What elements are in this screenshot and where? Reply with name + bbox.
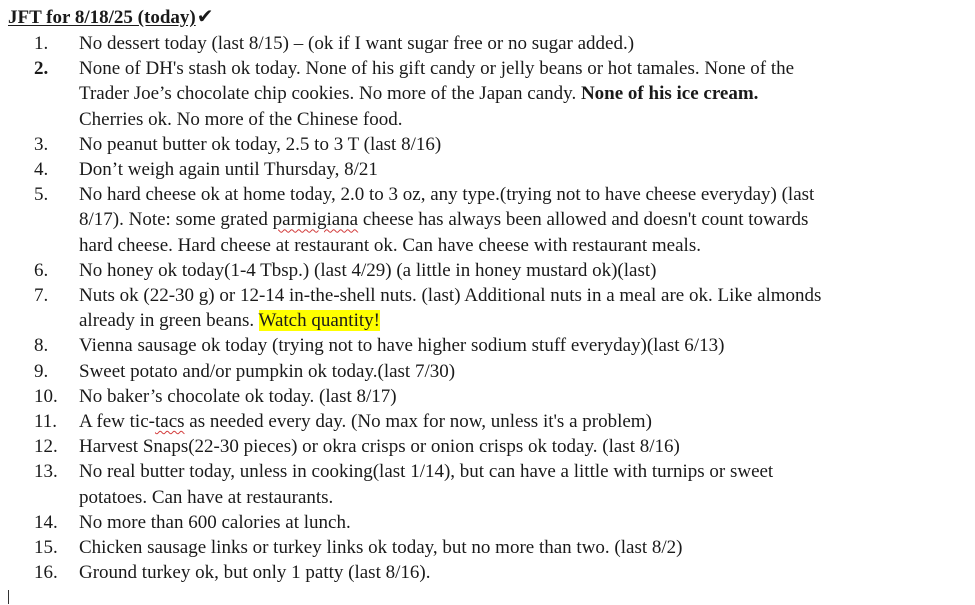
list-number: 10. <box>34 385 58 407</box>
list-item <box>8 333 968 358</box>
list-text: already in green beans. <box>79 310 259 332</box>
list-number: 5. <box>34 184 49 206</box>
list-number: 13. <box>34 461 58 483</box>
list-item <box>8 359 968 384</box>
list-number: 7. <box>34 285 49 307</box>
rules-list <box>8 31 968 585</box>
list-text: Sweet potato and/or pumpkin ok today.(last 7/30) <box>79 360 456 382</box>
highlighted-text: Watch quantity! <box>258 310 380 332</box>
list-number: 9. <box>34 360 49 382</box>
list-item <box>8 560 968 585</box>
list-item <box>8 31 968 56</box>
list-text: No more than 600 calories at lunch. <box>79 511 351 533</box>
list-item <box>8 510 968 535</box>
list-text: No baker’s chocolate ok today. (last 8/17) <box>79 385 397 407</box>
list-text: Ground turkey ok, but only 1 patty (last 8/16). <box>79 562 431 584</box>
list-number: 1. <box>34 33 49 54</box>
list-item <box>8 283 968 333</box>
list-text: No real butter today, unless in cooking(last 1/14), but can have a little with turnips or sweet <box>79 461 774 483</box>
list-text: No peanut butter ok today, 2.5 to 3 T (last 8/16) <box>79 133 442 155</box>
title-text: JFT for 8/18/25 (today) <box>8 7 196 28</box>
list-item <box>8 258 968 283</box>
spellcheck-word[interactable]: parmigiana <box>272 209 359 231</box>
list-text: Trader Joe’s chocolate chip cookies. No more of the Japan candy. <box>79 83 581 105</box>
list-text: Cherries ok. No more of the Chinese food. <box>79 108 403 130</box>
list-text: Don’t weigh again until Thursday, 8/21 <box>79 159 378 181</box>
list-text: No hard cheese ok at home today, 2.0 to 3 oz, any type.(trying not to have cheese everyday) (last <box>79 184 815 206</box>
list-text: No dessert today (last 8/15) – (ok if I want sugar free or no sugar added.) <box>79 33 635 54</box>
list-number: 8. <box>34 335 49 357</box>
list-item <box>8 56 968 132</box>
list-number: 14. <box>34 511 58 533</box>
list-item <box>8 459 968 509</box>
text-cursor <box>8 590 9 604</box>
list-text: None of DH's stash ok today. None of his gift candy or jelly beans or hot tamales. None of the <box>79 58 795 80</box>
list-item <box>8 384 968 409</box>
list-item <box>8 182 968 258</box>
document-page <box>8 5 968 585</box>
list-text: Vienna sausage ok today (trying not to have higher sodium stuff everyday)(last 6/13) <box>79 335 725 357</box>
list-text: hard cheese. Hard cheese at restaurant ok. Can have cheese with restaurant meals. <box>79 234 701 256</box>
checkmark-icon: ✔ <box>196 6 214 28</box>
bold-emphasis: None of his ice cream. <box>580 83 759 105</box>
list-number: 16. <box>34 562 58 584</box>
list-text: No honey ok today(1-4 Tbsp.) (last 4/29) (a little in honey mustard ok)(last) <box>79 259 657 281</box>
list-item <box>8 132 968 157</box>
list-number: 6. <box>34 259 49 281</box>
list-number: 11. <box>34 411 58 433</box>
list-number: 15. <box>34 537 58 559</box>
list-text: as needed every day. (No max for now, unless it's a problem) <box>184 411 652 433</box>
list-text: Harvest Snaps(22-30 pieces) or okra crisps or onion crisps ok today. (last 8/16) <box>79 436 680 458</box>
list-number: 3. <box>34 133 49 155</box>
list-item <box>8 157 968 182</box>
document-title <box>8 5 968 31</box>
list-text: Chicken sausage links or turkey links ok today, but no more than two. (last 8/2) <box>79 537 683 559</box>
list-item <box>8 535 968 560</box>
spellcheck-word[interactable]: tacs <box>154 411 185 433</box>
list-text: A few tic- <box>79 411 155 433</box>
list-text: 8/17). Note: some grated <box>79 209 273 231</box>
list-number: 2. <box>34 58 49 80</box>
list-text: cheese has always been allowed and doesn't count towards <box>358 209 809 231</box>
list-item <box>8 409 968 434</box>
list-number: 4. <box>34 159 49 181</box>
list-number: 12. <box>34 436 58 458</box>
list-item <box>8 434 968 459</box>
list-text: potatoes. Can have at restaurants. <box>79 486 334 508</box>
list-text: Nuts ok (22-30 g) or 12-14 in-the-shell nuts. (last) Additional nuts in a meal are ok. Like almonds <box>79 285 822 307</box>
